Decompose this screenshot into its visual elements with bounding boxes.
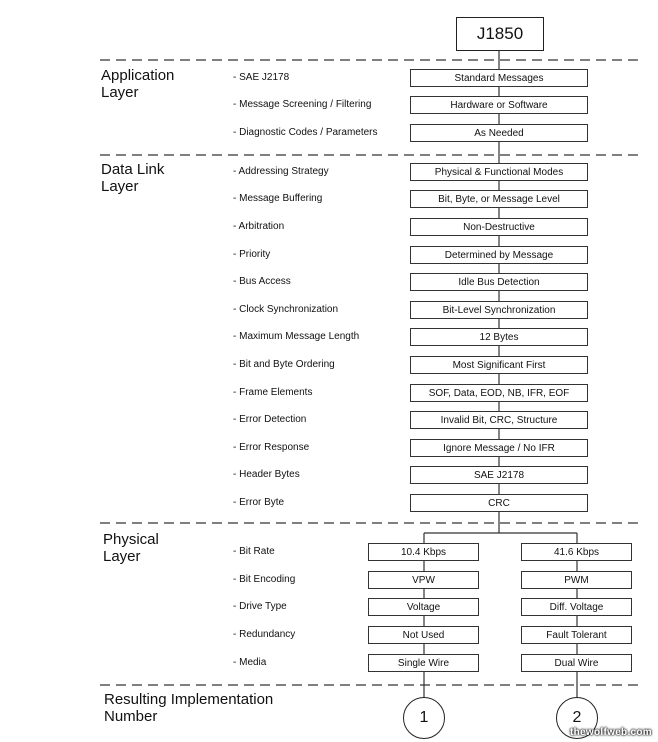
value-box: Ignore Message / No IFR: [410, 439, 588, 457]
value-box-impl2: 41.6 Kbps: [521, 543, 632, 561]
value-box-impl1: Not Used: [368, 626, 479, 644]
application-layer-heading: [101, 67, 174, 101]
value-box-impl2: Diff. Voltage: [521, 598, 632, 616]
row-label: - Diagnostic Codes / Parameters: [233, 127, 378, 138]
value-box-impl2: PWM: [521, 571, 632, 589]
heading-line: Layer: [101, 84, 139, 101]
row-label: - Message Buffering: [233, 193, 323, 204]
value-box: Idle Bus Detection: [410, 273, 588, 291]
heading-line: Physical: [103, 531, 159, 548]
heading-line: Layer: [103, 548, 141, 565]
value-box-impl1: Voltage: [368, 598, 479, 616]
heading-line: Data Link: [101, 161, 165, 178]
watermark: thewolfweb.com: [570, 727, 652, 738]
row-label: - Clock Synchronization: [233, 304, 339, 315]
value-box-impl2: Fault Tolerant: [521, 626, 632, 644]
implementation-2-circle: 2: [556, 697, 598, 739]
row-label: - SAE J2178: [233, 72, 290, 83]
row-label: - Bus Access: [233, 276, 291, 287]
row-label: - Redundancy: [233, 629, 296, 640]
value-box: SAE J2178: [410, 466, 588, 484]
row-label: - Error Detection: [233, 414, 307, 425]
value-box: Non-Destructive: [410, 218, 588, 236]
value-box: Bit, Byte, or Message Level: [410, 190, 588, 208]
value-box-impl1: VPW: [368, 571, 479, 589]
row-label: - Media: [233, 657, 267, 668]
value-box: 12 Bytes: [410, 328, 588, 346]
resulting-implementation-heading: [104, 691, 273, 725]
row-label: - Error Response: [233, 442, 310, 453]
row-label: - Priority: [233, 249, 271, 260]
value-box-impl1: 10.4 Kbps: [368, 543, 479, 561]
value-box: Hardware or Software: [410, 96, 588, 114]
datalink-layer-heading: [101, 161, 164, 195]
value-box: SOF, Data, EOD, NB, IFR, EOF: [410, 384, 588, 402]
value-box: Physical & Functional Modes: [410, 163, 588, 181]
value-box: As Needed: [410, 124, 588, 142]
row-label: - Message Screening / Filtering: [233, 99, 372, 110]
value-box: Invalid Bit, CRC, Structure: [410, 411, 588, 429]
implementation-1-circle: 1: [403, 697, 445, 739]
j1850-title-box: J1850: [456, 17, 544, 51]
row-label: - Maximum Message Length: [233, 331, 360, 342]
heading-line: Resulting Implementation: [104, 691, 274, 708]
row-label: - Error Byte: [233, 497, 285, 508]
row-label: - Drive Type: [233, 601, 287, 612]
value-box-impl2: Dual Wire: [521, 654, 632, 672]
heading-line: Layer: [101, 178, 139, 195]
row-label: - Arbitration: [233, 221, 285, 232]
row-label: - Addressing Strategy: [233, 166, 329, 177]
value-box-impl1: Single Wire: [368, 654, 479, 672]
value-box: CRC: [410, 494, 588, 512]
value-box: Determined by Message: [410, 246, 588, 264]
value-box: Most Significant First: [410, 356, 588, 374]
row-label: - Bit Encoding: [233, 574, 296, 585]
value-box: Standard Messages: [410, 69, 588, 87]
physical-layer-heading: [103, 531, 159, 565]
row-label: - Header Bytes: [233, 469, 300, 480]
row-label: - Bit and Byte Ordering: [233, 359, 335, 370]
row-label: - Bit Rate: [233, 546, 275, 557]
value-box: Bit-Level Synchronization: [410, 301, 588, 319]
heading-line: Number: [104, 708, 158, 725]
row-label: - Frame Elements: [233, 387, 313, 398]
heading-line: Application: [101, 67, 175, 84]
